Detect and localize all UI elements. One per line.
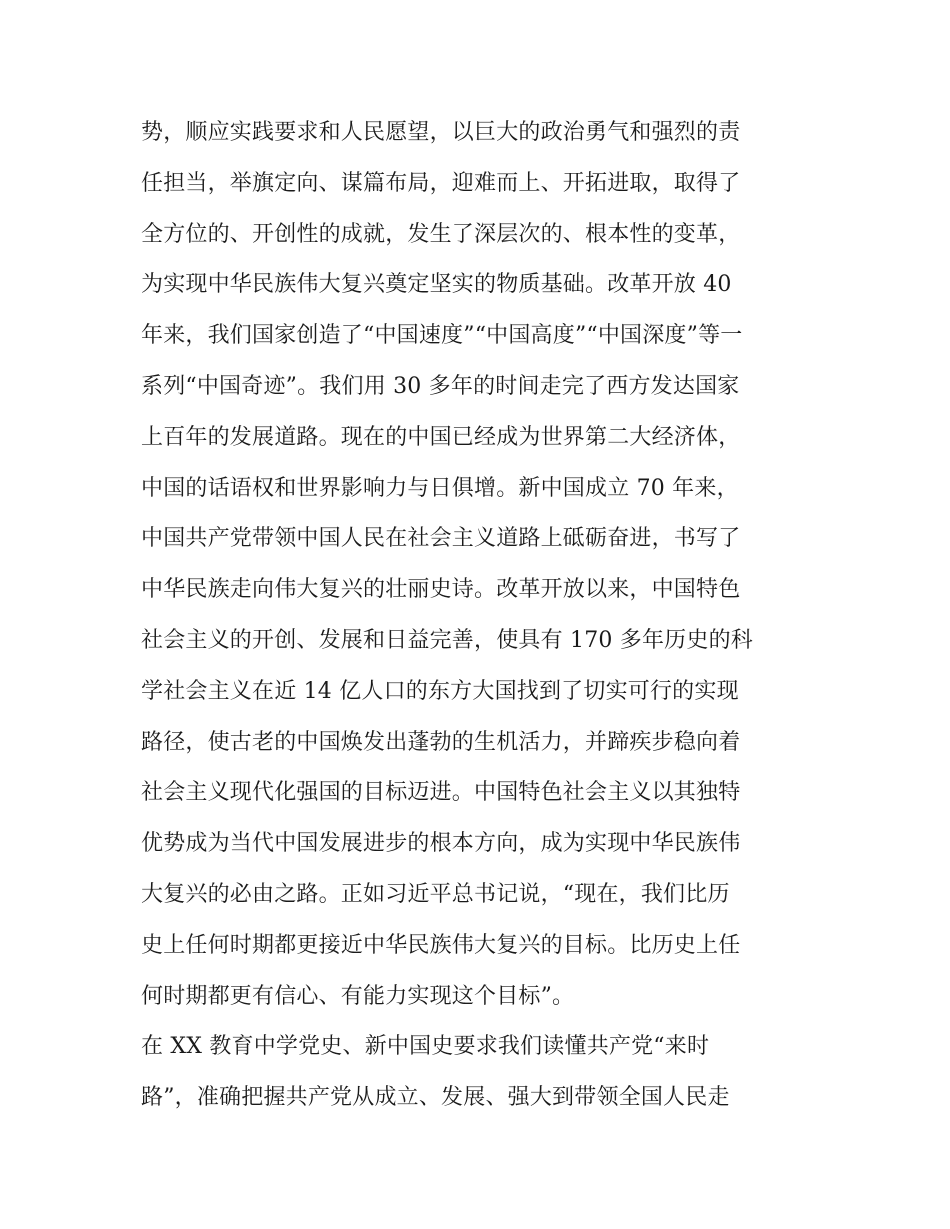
text-line: 中国共产党带领中国人民在社会主义道路上砥砺奋进，书写了 [141, 526, 741, 552]
text-line: 为实现中华民族伟大复兴奠定坚实的物质基础。改革开放 40 [141, 272, 732, 298]
text-line: 路”，准确把握共产党从成立、发展、强大到带领全国人民走 [141, 1085, 730, 1111]
text-line: 中华民族走向伟大复兴的壮丽史诗。改革开放以来，中国特色 [141, 577, 741, 603]
text-line: 势，顺应实践要求和人民愿望，以巨大的政治勇气和强烈的责 [141, 120, 741, 145]
text-line: 社会主义的开创、发展和日益完善，使具有 170 多年历史的科 [141, 627, 753, 653]
text-line: 路径，使古老的中国焕发出蓬勃的生机活力，并蹄疾步稳向着 [141, 729, 741, 755]
text-line: 在 XX 教育中学党史、新中国史要求我们读懂共产党“来时 [141, 1034, 710, 1060]
text-line: 全方位的、开创性的成就，发生了深层次的、根本性的变革， [141, 221, 741, 247]
text-line: 中国的话语权和世界影响力与日俱增。新中国成立 70 年来， [141, 475, 739, 501]
body-text [141, 108, 821, 1124]
text-line: 大复兴的必由之路。正如习近平总书记说，“现在，我们比历 [141, 881, 730, 907]
text-line: 学社会主义在近 14 亿人口的东方大国找到了切实可行的实现 [141, 678, 739, 704]
text-line: 系列“中国奇迹”。我们用 30 多年的时间走完了西方发达国家 [141, 373, 740, 399]
text-line: 上百年的发展道路。现在的中国已经成为世界第二大经济体， [141, 424, 741, 450]
text-line: 优势成为当代中国发展进步的根本方向，成为实现中华民族伟 [141, 831, 741, 857]
text-line: 史上任何时期都更接近中华民族伟大复兴的目标。比历史上任 [141, 932, 741, 958]
text-line: 社会主义现代化强国的目标迈进。中国特色社会主义以其独特 [141, 780, 741, 806]
text-line: 何时期都更有信心、有能力实现这个目标”。 [141, 983, 575, 1009]
text-line: 年来，我们国家创造了“中国速度”“中国高度”“中国深度”等一 [141, 323, 743, 349]
text-line: 任担当，举旗定向、谋篇布局，迎难而上、开拓进取，取得了 [141, 170, 741, 196]
